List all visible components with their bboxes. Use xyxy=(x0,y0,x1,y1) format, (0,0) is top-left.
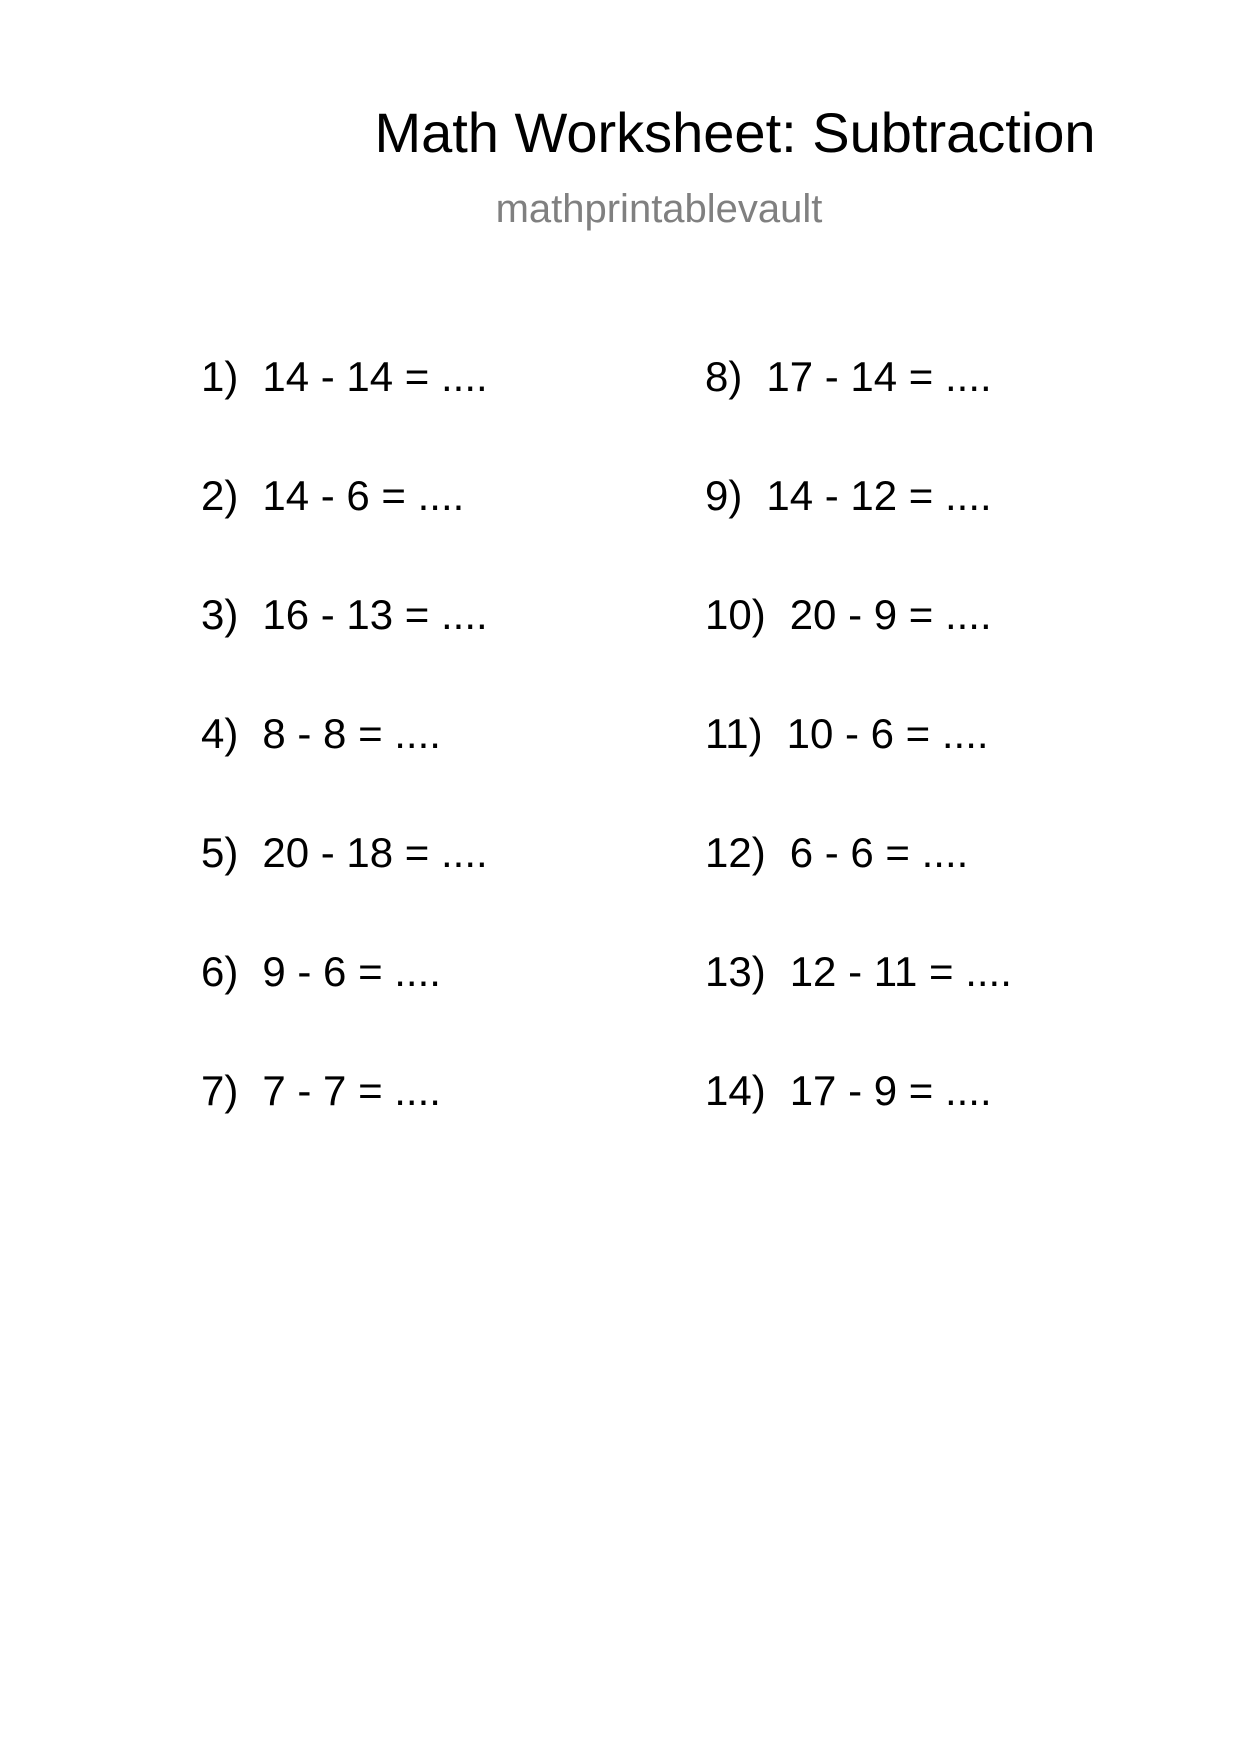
problem-10 xyxy=(705,590,992,640)
problem-12 xyxy=(705,828,968,878)
problem-expression: 17 - 14 = .... xyxy=(766,353,992,400)
problem-number: 13) xyxy=(705,948,766,995)
problem-expression: 8 - 8 = .... xyxy=(262,710,441,757)
problem-1 xyxy=(201,352,488,402)
problem-expression: 6 - 6 = .... xyxy=(789,829,969,876)
problem-expression: 16 - 13 = .... xyxy=(262,591,488,638)
problem-expression: 12 - 11 = .... xyxy=(789,948,1012,995)
problem-expression: 14 - 14 = .... xyxy=(262,353,488,400)
problem-number: 5) xyxy=(201,829,239,876)
problem-11 xyxy=(705,709,989,759)
problem-number: 4) xyxy=(201,710,239,757)
problem-7 xyxy=(201,1066,441,1116)
problem-number: 9) xyxy=(705,472,743,519)
problem-expression: 14 - 6 = .... xyxy=(262,472,465,519)
problem-number: 8) xyxy=(705,353,743,400)
problem-expression: 17 - 9 = .... xyxy=(789,1067,992,1114)
problem-4 xyxy=(201,709,441,759)
problem-13 xyxy=(705,947,1012,997)
problem-expression: 10 - 6 = .... xyxy=(786,710,989,757)
problem-expression: 20 - 18 = .... xyxy=(262,829,488,876)
problem-expression: 7 - 7 = .... xyxy=(262,1067,441,1114)
problem-9 xyxy=(705,471,992,521)
problem-expression: 14 - 12 = .... xyxy=(766,472,992,519)
problem-number: 2) xyxy=(201,472,239,519)
problem-5 xyxy=(201,828,488,878)
problem-number: 11) xyxy=(705,710,763,757)
worksheet-subtitle: mathprintablevault xyxy=(495,187,823,231)
problem-number: 6) xyxy=(201,948,239,995)
problem-number: 12) xyxy=(705,829,766,876)
problem-expression: 9 - 6 = .... xyxy=(262,948,441,995)
problem-number: 3) xyxy=(201,591,239,638)
problem-number: 7) xyxy=(201,1067,239,1114)
problem-8 xyxy=(705,352,992,402)
problem-6 xyxy=(201,947,441,997)
problem-expression: 20 - 9 = .... xyxy=(789,591,992,638)
problem-2 xyxy=(201,471,464,521)
problem-number: 1) xyxy=(201,353,239,400)
problem-number: 14) xyxy=(705,1067,766,1114)
problem-14 xyxy=(705,1066,992,1116)
problem-number: 10) xyxy=(705,591,766,638)
worksheet-title: Math Worksheet: Subtraction xyxy=(374,101,1096,164)
problem-3 xyxy=(201,590,488,640)
